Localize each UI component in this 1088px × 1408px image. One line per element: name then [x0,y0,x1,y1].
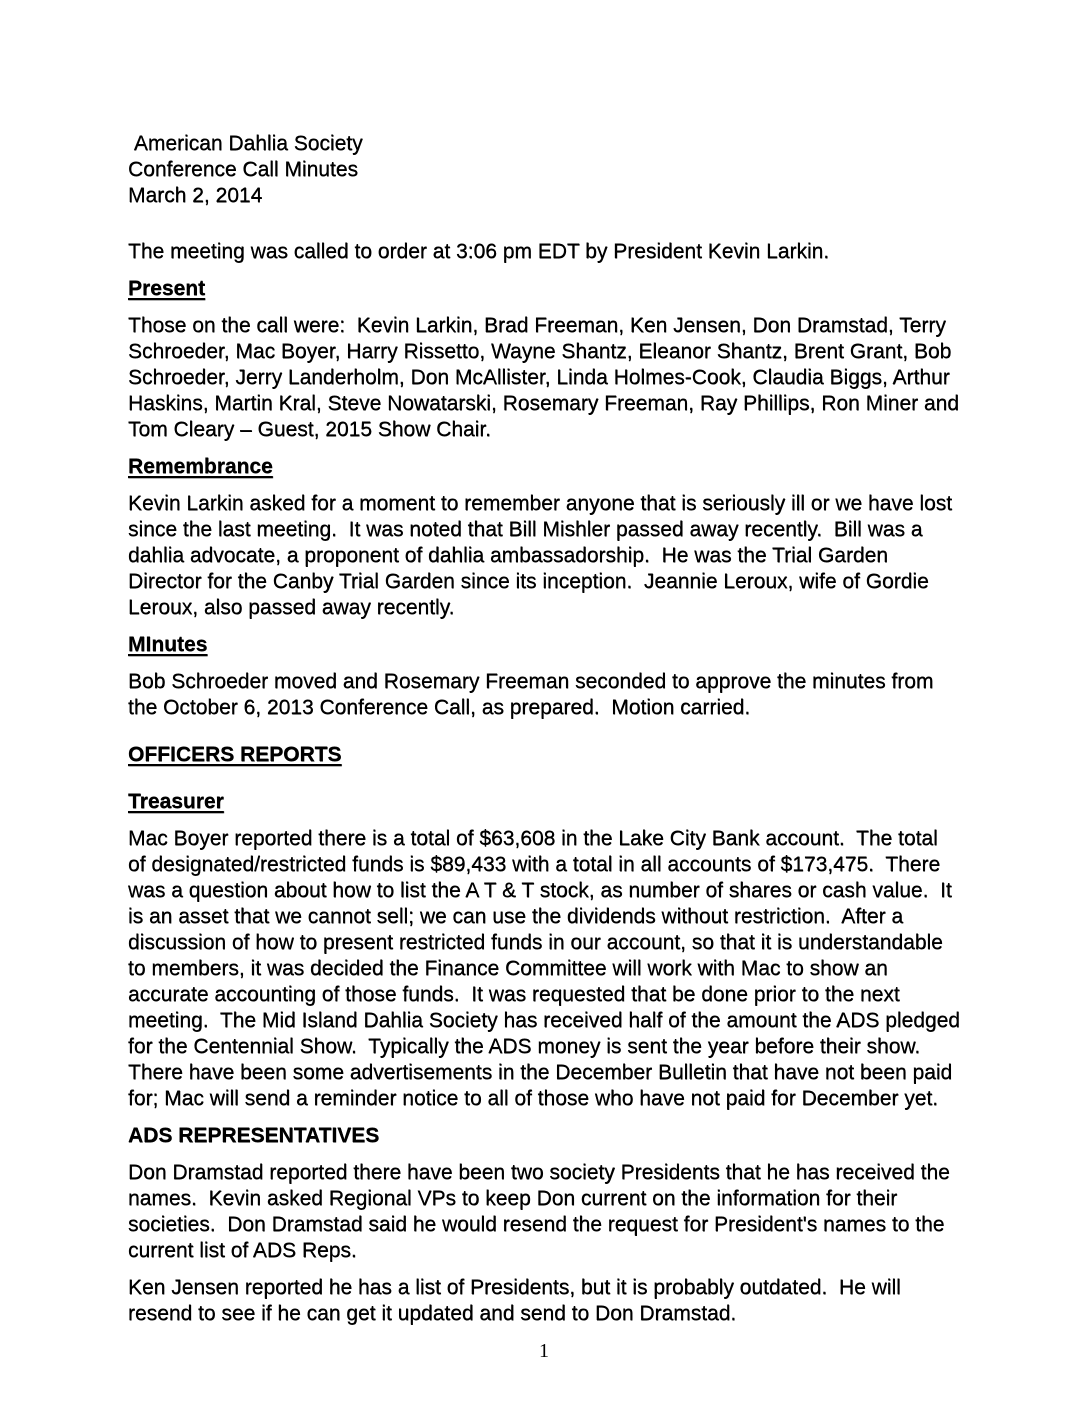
section-heading-minutes: MInutes [128,633,208,656]
doc-date: March 2, 2014 [128,184,263,207]
remembrance-paragraph: Kevin Larkin asked for a moment to remember anyone that is seriously ill or we have lost since the last meeting. It was noted that Bill Mishler passed away recently. Bill was a dahlia advocate, a proponent of dahlia ambassadorship. He was the Trial Garden Director for the Canby Trial Garden since its inception. Jeannie Leroux, wife of Gordie Leroux, also passed away recently. [128,492,958,619]
section-heading-present: Present [128,277,206,300]
section-heading-ads-representatives: ADS REPRESENTATIVES [128,1124,380,1147]
ads-representatives-paragraph-1: Don Dramstad reported there have been two society Presidents that he has received the names. Kevin asked Regional VPs to keep Don current on the information for their societies. Don Dramstad said he would resend the request for President's names to the current list of ADS Reps. [128,1161,956,1262]
minutes-paragraph: Bob Schroeder moved and Rosemary Freeman seconded to approve the minutes from the October 6, 2013 Conference Call, as prepared. Motion carried. [128,670,940,719]
present-paragraph: Those on the call were: Kevin Larkin, Brad Freeman, Ken Jensen, Don Dramstad, Terry Schroeder, Mac Boyer, Harry Rissetto, Wayne Shantz, Eleanor Shantz, Brent Grant, Bob Schroeder, Jerry Landerholm, Don McAllister, Linda Holmes-Cook, Claudia Biggs, Arthur Haskins, Martin Kral, Steve Nowatarski, Rosemary Freeman, Ray Phillips, Ron Miner and Tom Cleary – Guest, 2015 Show Chair. [128,314,965,441]
doc-title: American Dahlia Society [128,132,363,155]
doc-subtitle: Conference Call Minutes [128,158,358,181]
intro-paragraph: The meeting was called to order at 3:06 pm EDT by President Kevin Larkin. [128,240,830,263]
ads-representatives-paragraph-2: Ken Jensen reported he has a list of Presidents, but it is probably outdated. He will resend to see if he can get it updated and send to Don Dramstad. [128,1276,907,1325]
doc-header [128,131,960,209]
section-heading-treasurer: Treasurer [128,790,224,813]
section-heading-remembrance: Remembrance [128,455,273,478]
section-heading-officers-reports: OFFICERS REPORTS [128,743,342,766]
page-number: 1 [539,1340,549,1362]
treasurer-paragraph: Mac Boyer reported there is a total of $63,608 in the Lake City Bank account. The total of designated/restricted funds is $89,433 with a total in all accounts of $173,475. There was a question about how to list the A T & T stock, as number of shares or cash value. It is an asset that we cannot sell; we can use the dividends without restriction. After a discussion of how to present restricted funds in our account, so that it is understandable to members, it was decided the Finance Committee will work with Mac to show an accurate accounting of those funds. It was requested that be done prior to the next meeting. The Mid Island Dahlia Society has received half of the amount the ADS pledged for the Centennial Show. Typically the ADS money is sent the year before their show. There have been some advertisements in the December Bulletin that have not been paid for; Mac will send a reminder notice to all of those who have not paid for December yet. [128,827,966,1110]
